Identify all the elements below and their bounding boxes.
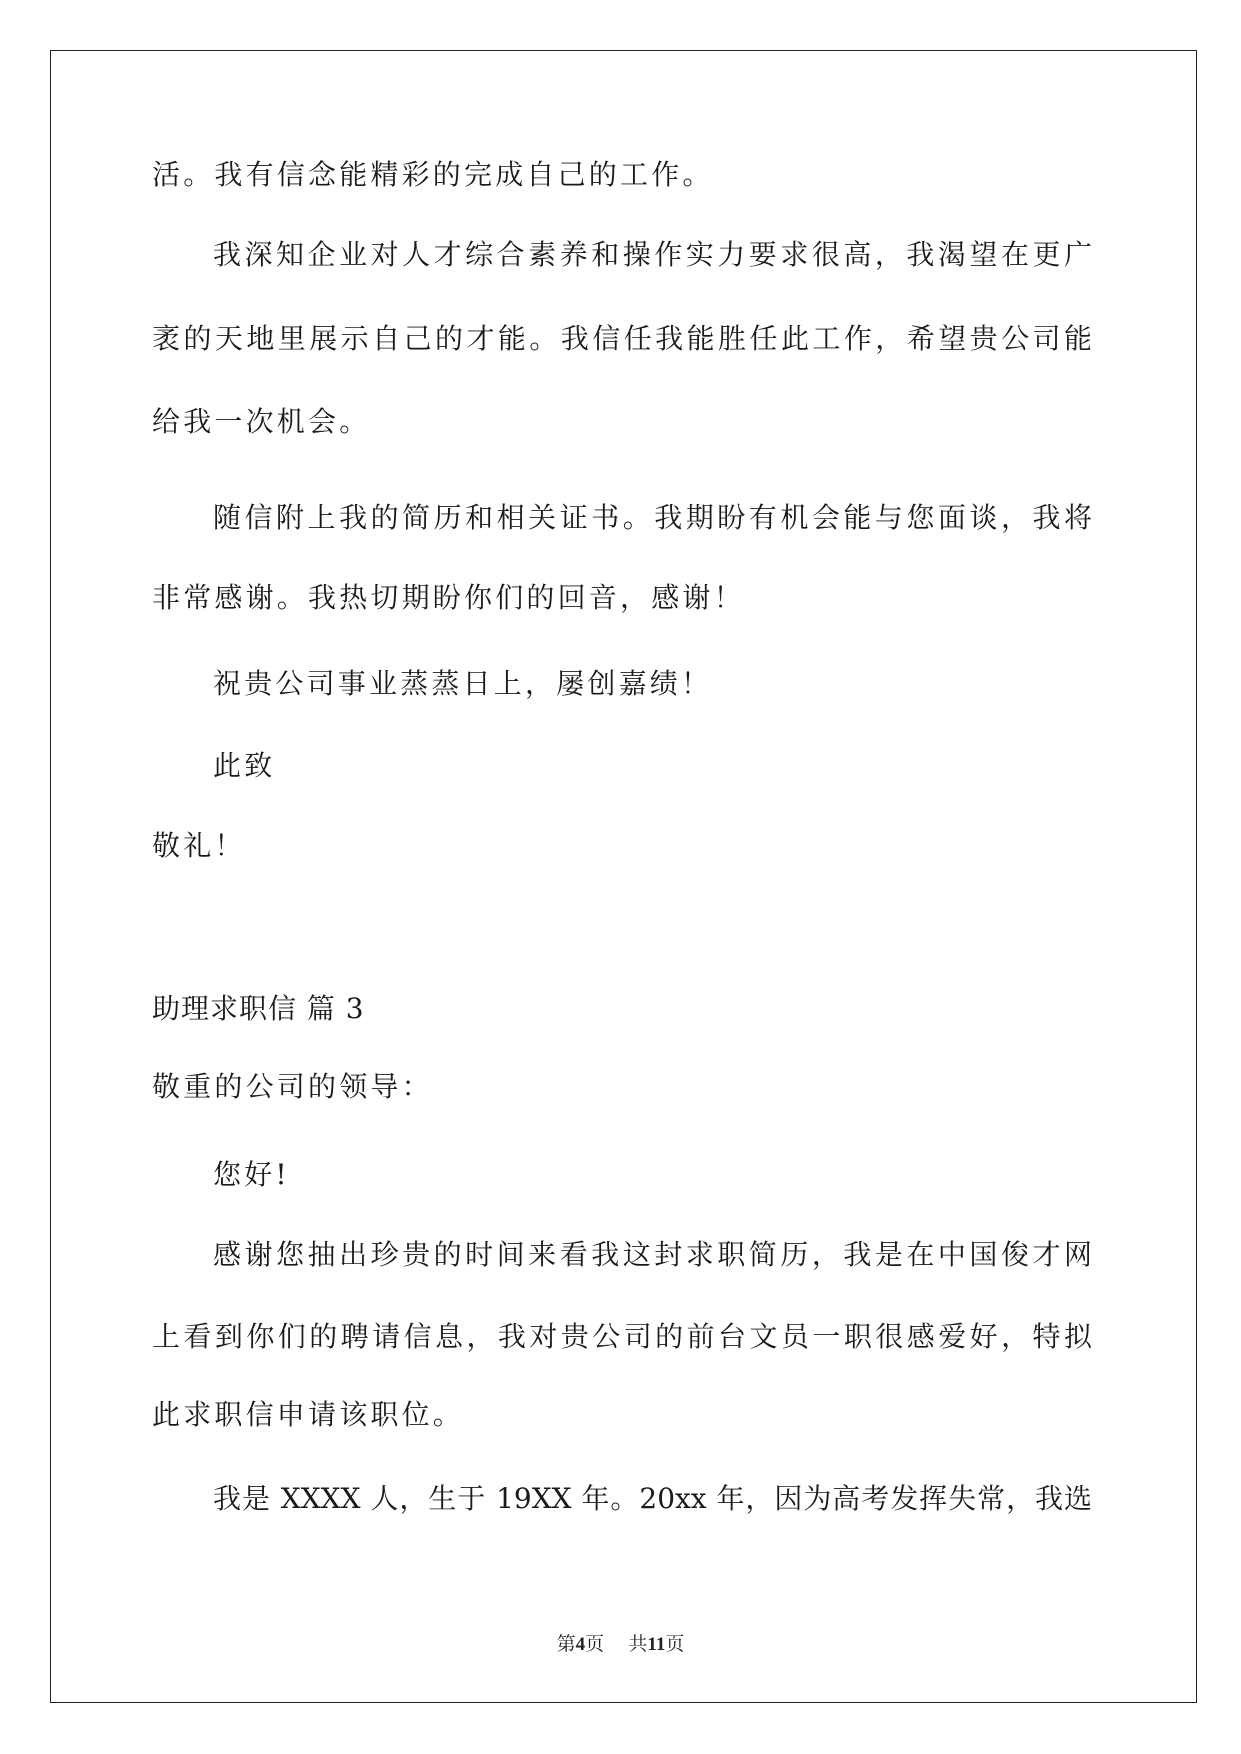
footer-total-pages: 11 [647,1634,666,1655]
body-line: 上看到你们的聘请信息，我对贵公司的前台文员一职很感爱好，特拟 [152,1320,1092,1353]
body-line: 袤的天地里展示自己的才能。我信任我能胜任此工作，希望贵公司能 [152,322,1092,355]
body-line: 我深知企业对人才综合素养和操作实力要求很高，我渴望在更广 [213,238,1092,271]
body-line: 给我一次机会。 [152,405,371,438]
body-line: 感谢您抽出珍贵的时间来看我这封求职简历，我是在中国俊才网 [213,1238,1092,1271]
body-line: 此求职信申请该职位。 [152,1398,465,1431]
body-line: 我是 XXXX 人，生于 19XX 年。20xx 年，因为高考发挥失常，我选 [213,1482,1092,1515]
greeting: 您好! [213,1158,290,1191]
body-line: 非常感谢。我热切期盼你们的回音，感谢！ [152,581,745,614]
closing-line: 此致 [213,749,276,782]
closing-line: 敬礼！ [152,829,246,862]
page-border [50,50,1197,1703]
body-line: 祝贵公司事业蒸蒸日上，屡创嘉绩！ [213,667,713,700]
footer-page-number: 4 [575,1634,586,1655]
body-line: 随信附上我的简历和相关证书。我期盼有机会能与您面谈，我将 [213,501,1092,534]
salutation: 敬重的公司的领导： [152,1070,433,1103]
footer-page-suffix: 页 [585,1633,605,1655]
page-footer [0,1632,1241,1657]
section-title: 助理求职信 篇 3 [152,992,365,1025]
footer-total-prefix: 共 [628,1633,648,1655]
body-line: 活。我有信念能精彩的完成自己的工作。 [152,158,714,191]
footer-total-suffix: 页 [665,1633,685,1655]
footer-prefix: 第 [556,1633,576,1655]
